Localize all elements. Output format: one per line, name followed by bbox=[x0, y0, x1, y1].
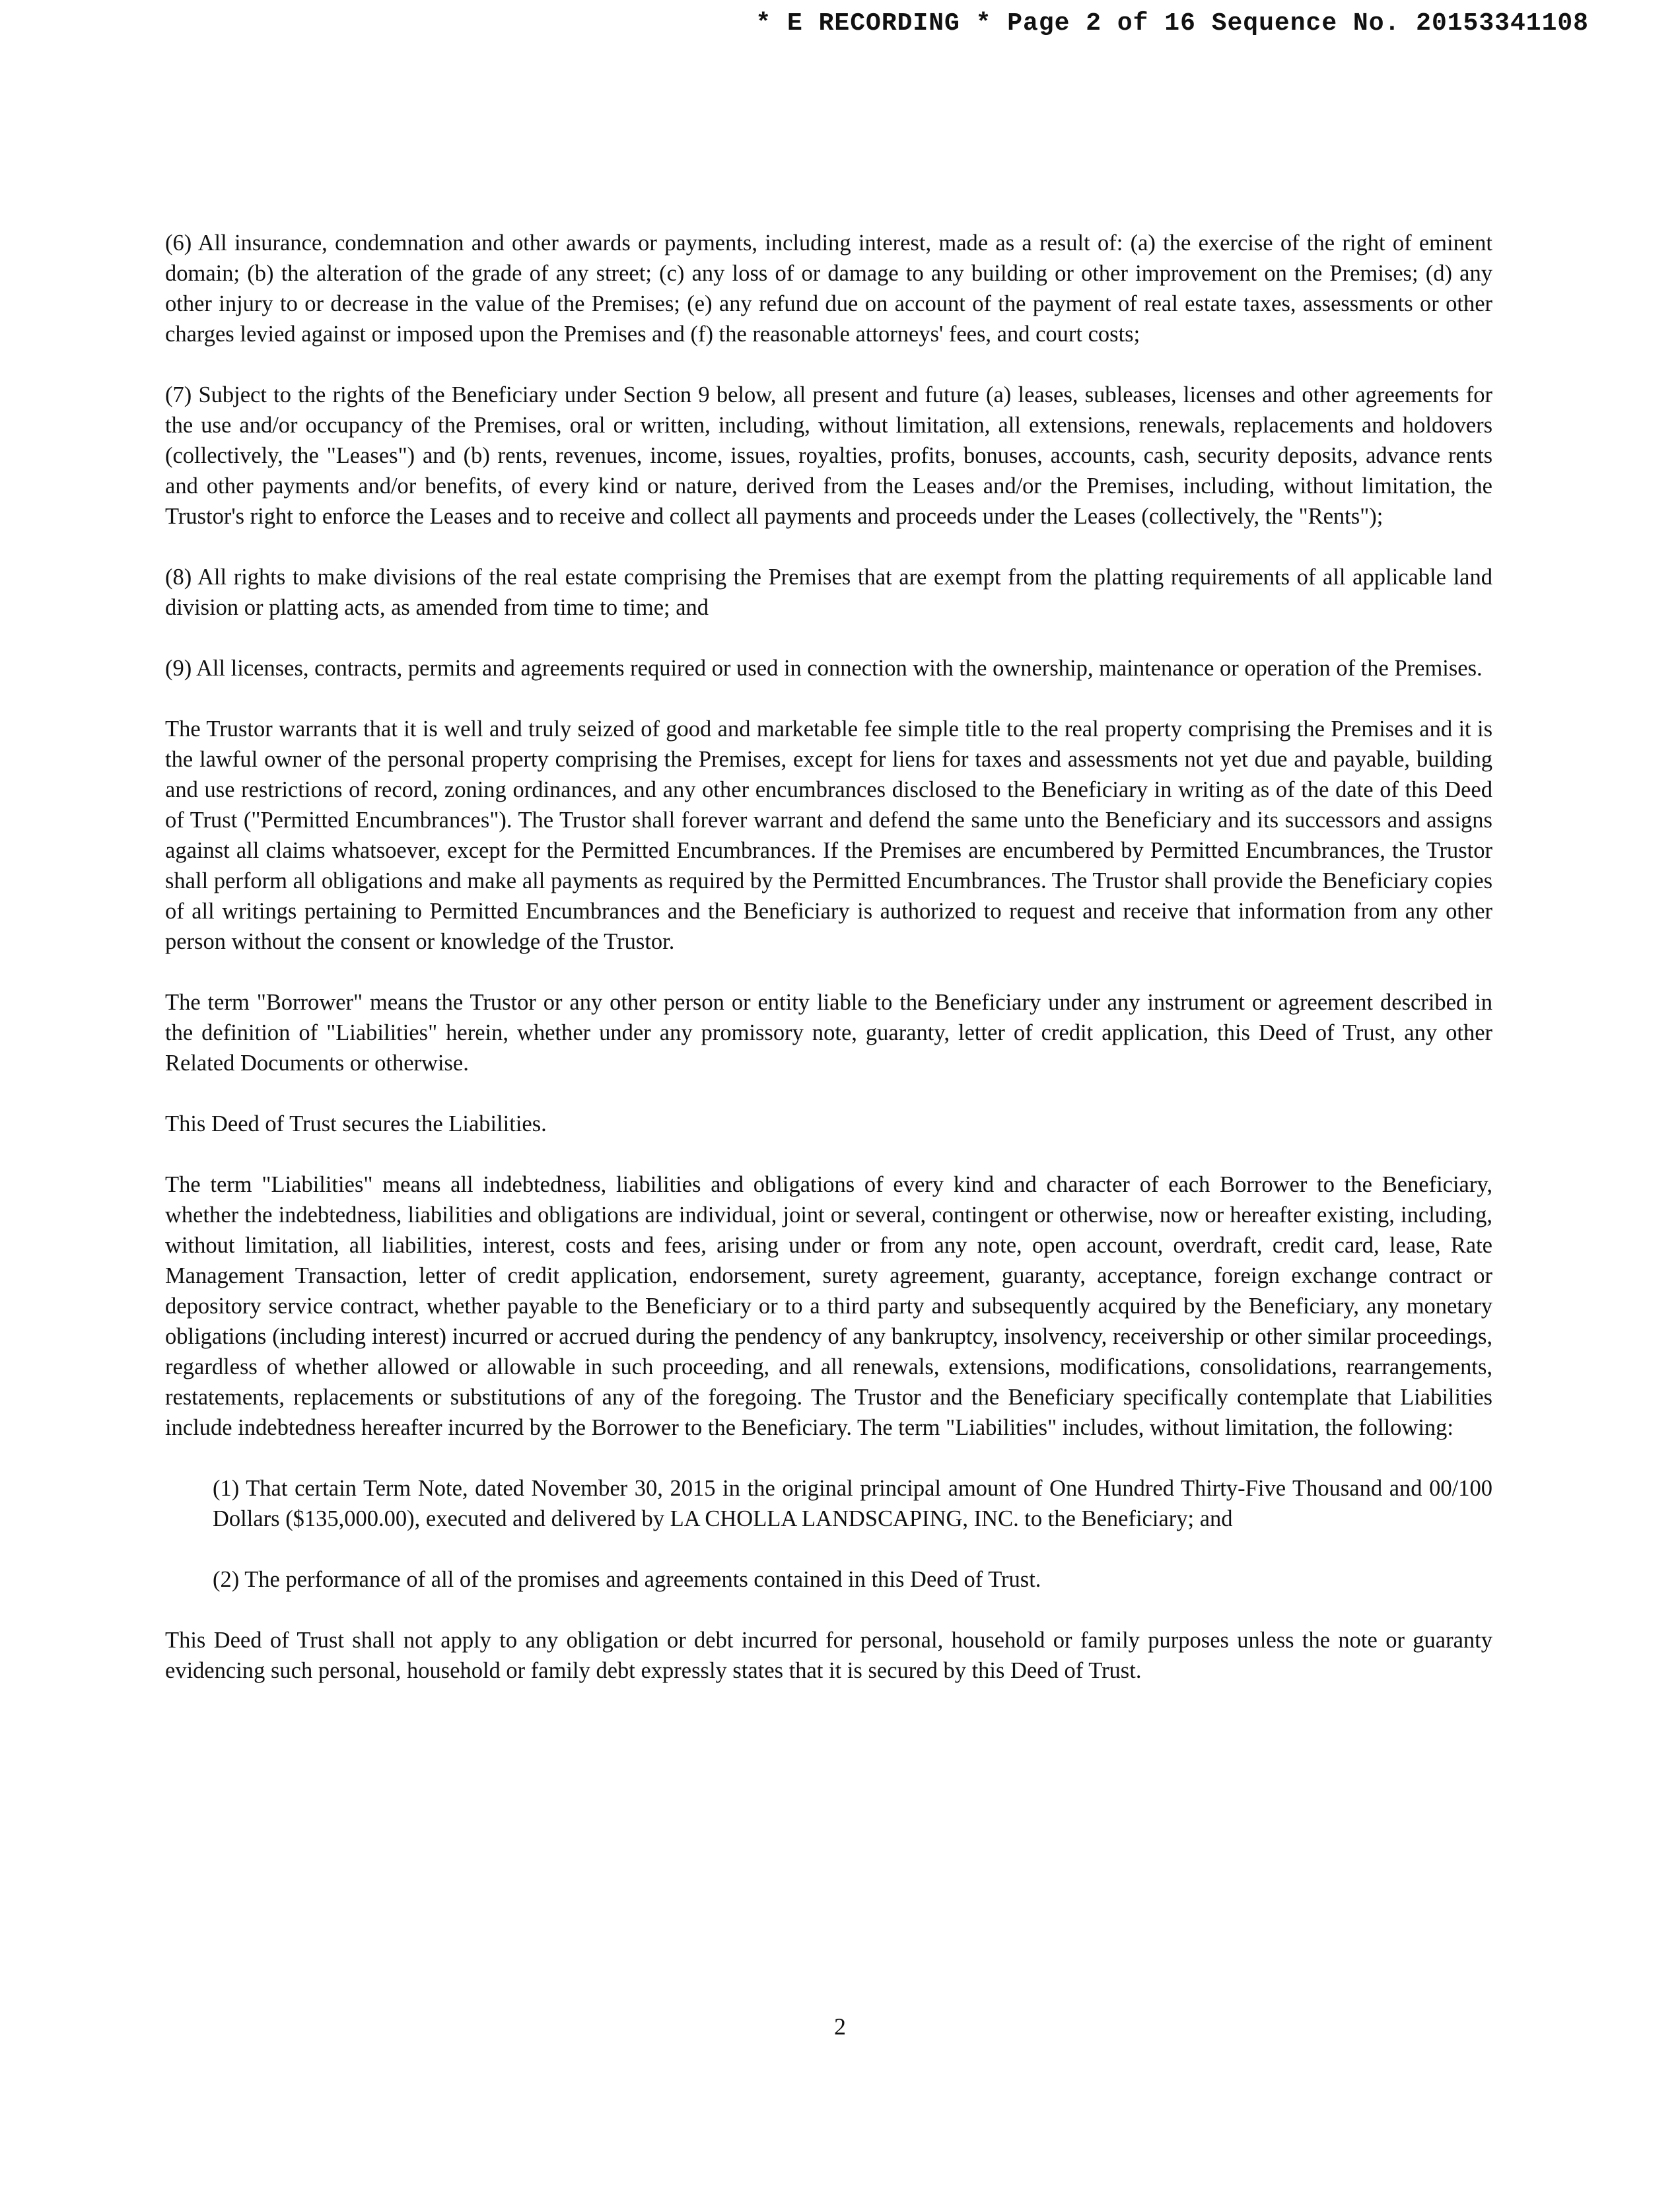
paragraph-item-6: (6) All insurance, condemnation and other awards or payments, including interest, made as a result of: (a) the exercise of the right of eminent domain; (b) the alteration of the grade of any street; (c) any loss of or damage to any building or other improvement on the Premises; (d) any other injury to or decrease in the value of the Premises; (e) any refund due on account of the payment of real estate taxes, assessments or other charges levied against or imposed upon the Premises and (f) the reasonable attorneys' fees, and court costs; bbox=[165, 230, 1492, 347]
paragraph-item-7: (7) Subject to the rights of the Beneficiary under Section 9 below, all present and future (a) leases, subleases, licenses and other agreements for the use and/or occupancy of the Premises, oral or written, including, without limitation, all extensions, renewals, replacements and holdovers (collectively, the "Leases") and (b) rents, revenues, income, issues, royalties, profits, bonuses, accounts, cash, security deposits, advance rents and other payments and/or benefits, of every kind or nature, derived from the Leases and/or the Premises, including, without limitation, the Trustor's right to enforce the Leases and to receive and collect all payments and proceeds under the Leases (collectively, the "Rents"); bbox=[165, 382, 1492, 529]
recording-header: * E RECORDING * Page 2 of 16 Sequence No. 20153341108 bbox=[755, 9, 1589, 38]
page-number: 2 bbox=[834, 2013, 846, 2040]
paragraph-liabilities-definition: The term "Liabilities" means all indebtedness, liabilities and obligations of every kind and character of each Borrower to the Beneficiary, whether the indebtedness, liabilities and obligations are individual, joint or several, contingent or otherwise, now or hereafter existing, including, without limitation, all liabilities, interest, costs and fees, arising under or from any note, open account, overdraft, credit card, lease, Rate Management Transaction, letter of credit application, endorsement, surety agreement, guaranty, acceptance, foreign exchange contract or depository service contract, whether payable to the Beneficiary or to a third party and subsequently acquired by the Beneficiary, any monetary obligations (including interest) incurred or accrued during the pendency of any bankruptcy, insolvency, receivership or other similar proceedings, regardless of whether allowed or allowable in such proceeding, and all renewals, extensions, modifications, consolidations, rearrangements, restatements, replacements or substitutions of any of the foregoing. The Trustor and the Beneficiary specifically contemplate that Liabilities include indebtedness hereafter incurred by the Borrower to the Beneficiary. The term "Liabilities" includes, without limitation, the following: bbox=[165, 1172, 1492, 1440]
document-body bbox=[165, 228, 1492, 1716]
paragraph-secures-liabilities: This Deed of Trust secures the Liabilities. bbox=[165, 1111, 547, 1136]
list-item-performance: (2) The performance of all of the promises and agreements contained in this Deed of Trust. bbox=[213, 1567, 1041, 1592]
paragraph-borrower-definition: The term "Borrower" means the Trustor or any other person or entity liable to the Beneficiary under any instrument or agreement described in the definition of "Liabilities" herein, whether under any promissory note, guaranty, letter of credit application, this Deed of Trust, any other Related Documents or otherwise. bbox=[165, 990, 1492, 1076]
paragraph-item-8: (8) All rights to make divisions of the real estate comprising the Premises that are exempt from the platting requirements of all applicable land division or platting acts, as amended from time to time; and bbox=[165, 565, 1492, 620]
paragraph-item-9: (9) All licenses, contracts, permits and agreements required or used in connection with the ownership, maintenance or operation of the Premises. bbox=[165, 656, 1483, 681]
list-item-term-note: (1) That certain Term Note, dated November 30, 2015 in the original principal amount of One Hundred Thirty-Five Thousand and 00/100 Dollars ($135,000.00), executed and delivered by LA CHOLLA LANDSCAPING, INC. to the Beneficiary; and bbox=[213, 1476, 1492, 1531]
paragraph-warranty: The Trustor warrants that it is well and truly seized of good and marketable fee simple title to the real property comprising the Premises and it is the lawful owner of the personal property comprising the Premises, except for liens for taxes and assessments not yet due and payable, building and use restrictions of record, zoning ordinances, and any other encumbrances disclosed to the Beneficiary in writing as of the date of this Deed of Trust ("Permitted Encumbrances"). The Trustor shall forever warrant and defend the same unto the Beneficiary and its successors and assigns against all claims whatsoever, except for the Permitted Encumbrances. If the Premises are encumbered by Permitted Encumbrances, the Trustor shall perform all obligations and make all payments as required by the Permitted Encumbrances. The Trustor shall provide the Beneficiary copies of all writings pertaining to Permitted Encumbrances and the Beneficiary is authorized to request and receive that information from any other person without the consent or knowledge of the Trustor. bbox=[165, 716, 1492, 954]
paragraph-closing: This Deed of Trust shall not apply to any obligation or debt incurred for personal, household or family purposes unless the note or guaranty evidencing such personal, household or family debt expressly states that it is secured by this Deed of Trust. bbox=[165, 1628, 1492, 1683]
